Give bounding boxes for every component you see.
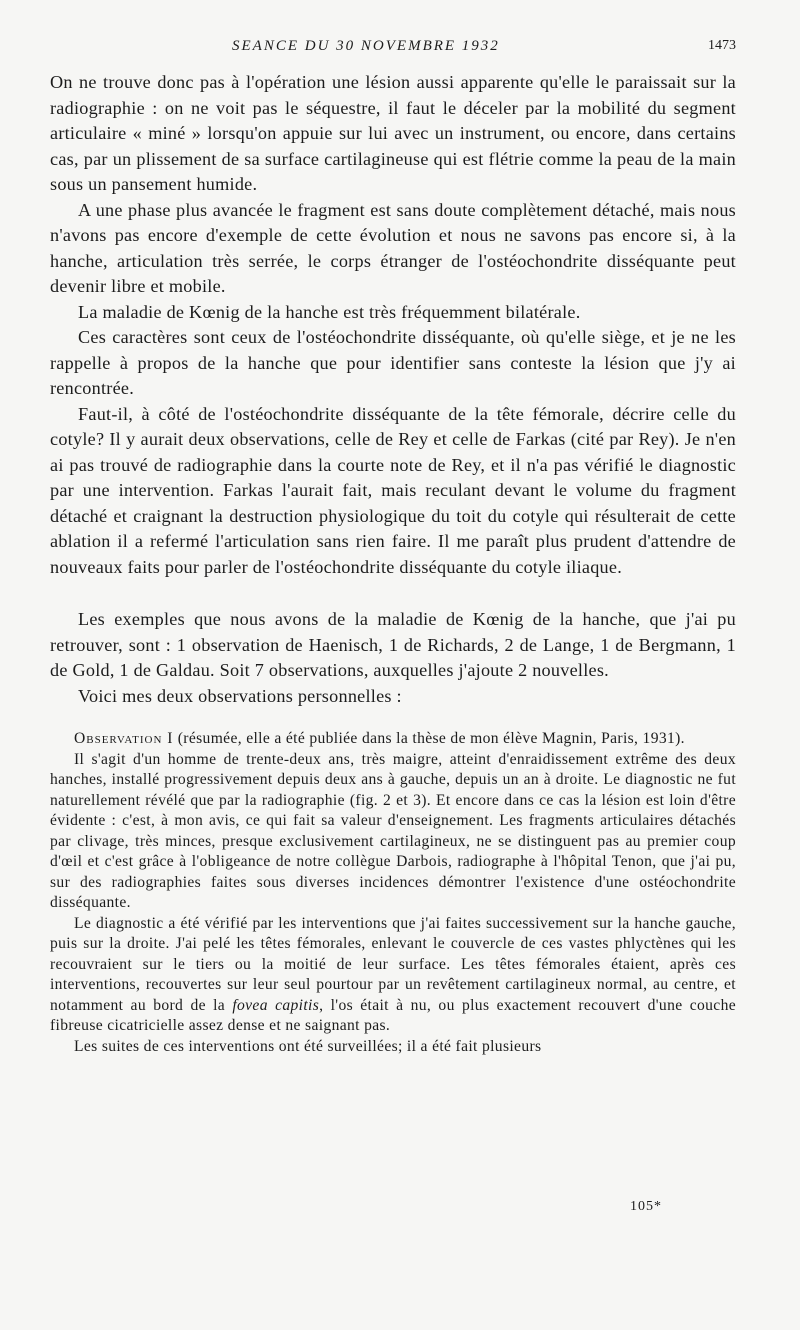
page-number: 1473 xyxy=(708,38,736,53)
italic-term: fovea capitis xyxy=(232,996,320,1014)
paragraph xyxy=(50,914,736,1037)
observation-intro: (résumée, elle a été publiée dans la thèse de mon élève Magnin, Paris, 1931). xyxy=(177,730,685,747)
paragraph: On ne trouve donc pas à l'opération une lésion aussi apparente qu'elle le paraissait sur la radiographie : on ne voit pas le séquestre, il faut le déceler par la mobilité du segment articulaire « miné » lorsqu'on appuie sur lui avec un instrument, ou encore, dans certains cas, par un plissement de sa surface cartilagineuse qui est flétrie comme la peau de la main sous un pansement humide. xyxy=(50,72,736,194)
paragraph: Ces caractères sont ceux de l'ostéochondrite disséquante, où qu'elle siège, et je ne les rappelle à propos de la hanche que pour identifier sans conteste la lésion que j'y ai rencontrée. xyxy=(50,327,736,398)
main-text xyxy=(50,70,736,709)
paragraph: Voici mes deux observations personnelles : xyxy=(78,685,402,706)
running-title: SEANCE DU 30 NOVEMBRE 1932 xyxy=(232,38,500,54)
observation-section xyxy=(50,729,736,1057)
paragraph: Il s'agit d'un homme de trente-deux ans, très maigre, atteint d'enraidissement extrême des deux hanches, installé progressivement depuis deux ans à gauche, depuis un an à droite. Le diagnostic ne fut naturellement révélé que par la radiographie (fig. 2 et 3). Et encore dans ce cas la lésion est loin d'être évidente : c'est, à mon avis, ce qui fait sa valeur d'enseignement. Les fragments articulaires détachés par clivage, très minces, presque exclusivement cartilagineux, ne se distinguent pas au premier coup d'œil et c'est grâce à l'obligeance de notre collègue Darbois, radiographe à l'hôpital Tenon, que j'ai pu, sur des radiographies faites sous diverses incidences démontrer l'existence d'une ostéochondrite disséquante. xyxy=(50,750,736,911)
paragraph: A une phase plus avancée le fragment est sans doute complètement détaché, mais nous n'avons pas encore d'exemple de cette évolution et nous ne savons pas encore si, à la hanche, articulation très serrée, le corps étranger de l'ostéochondrite disséquante peut devenir libre et mobile. xyxy=(50,199,736,296)
section-spacer xyxy=(50,580,736,607)
text-run: , l'os était à nu, ou plus exactement recouvert d'une couche fibreuse cicatricielle assez dense et ne saignant pas. xyxy=(50,996,736,1034)
paragraph: La maladie de Kœnig de la hanche est très fréquemment bilatérale. xyxy=(78,301,581,322)
paragraph: Faut-il, à côté de l'ostéochondrite disséquante de la tête fémorale, décrire celle du cotyle? Il y aurait deux observations, celle de Rey et celle de Farkas (cité par Rey). Je n'en ai pas trouvé de radiographie dans la courte note de Rey, et il n'a pas vérifié le diagnostic par une intervention. Farkas l'aurait fait, mais reculant devant le volume du fragment détaché et craignant la destruction physiologique du toit du cotyle qui résulterait de cette ablation il a refermé l'articulation sans rien faire. Il me paraît plus prudent d'attendre de nouveaux faits pour parler de l'ostéochondrite disséquante du cotyle iliaque. xyxy=(50,403,736,577)
observation-heading xyxy=(50,729,736,750)
paragraph: Les exemples que nous avons de la maladie de Kœnig de la hanche, que j'ai pu retrouver, sont : 1 observation de Haenisch, 1 de Richards, 2 de Lange, 1 de Bergmann, 1 de Gold, 1 de Galdau. Soit 7 observations, auxquelles j'ajoute 2 nouvelles. xyxy=(50,609,736,680)
text-run: Le diagnostic a été vérifié par les interventions que j'ai faites successivement sur la hanche gauche, puis sur la droite. J'ai pelé les têtes fémorales, enlevant le couvercle de ces vastes phlyctènes qui les recouvraient sur le tiers ou la moitié de leur surface. Les têtes fémorales étaient, après ces interventions, recouvertes sur leur seul pourtour par un revêtement cartilagineux normal, au centre, et notamment au bord de la xyxy=(50,914,736,1014)
page xyxy=(50,30,736,1057)
paragraph: Les suites de ces interventions ont été surveillées; il a été fait plusieurs xyxy=(74,1037,542,1055)
observation-label: Observation I xyxy=(74,730,174,747)
signature-mark: 105* xyxy=(630,1199,662,1214)
running-header xyxy=(50,30,736,70)
section-spacer xyxy=(50,709,736,729)
